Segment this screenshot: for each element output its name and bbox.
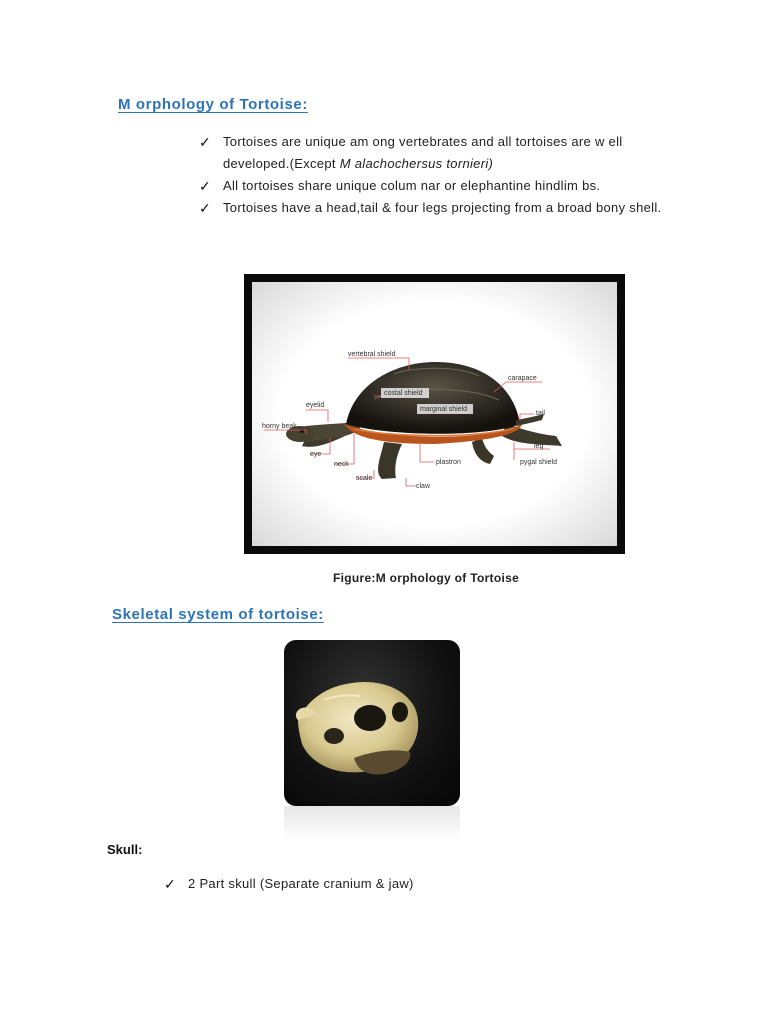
list-item: [199, 197, 661, 219]
bullet-text: Tortoises are unique am ong vertebrates and all tortoises are w ell: [223, 134, 623, 149]
skull-photo-reflection: [284, 806, 460, 842]
skull-orbit: [354, 705, 386, 731]
label-eyelid: eyelid: [306, 402, 325, 409]
section-heading-skeletal: Skeletal system of tortoise:: [112, 606, 324, 623]
label-horny-beak: horny beak: [262, 423, 297, 430]
label-carapace: carapace: [508, 375, 537, 382]
morphology-bullet-list: [199, 131, 661, 219]
tortoise-illustration: [244, 274, 625, 554]
list-item: [199, 175, 661, 197]
label-neck: neck: [334, 461, 349, 468]
section-heading-morphology: M orphology of Tortoise:: [118, 96, 308, 113]
rear-leg: [502, 424, 562, 446]
figure-caption: Figure:M orphology of Tortoise: [332, 571, 520, 585]
label-vertebral-shield: vertebral shield: [348, 351, 396, 358]
list-item: [199, 131, 661, 175]
bullet-text: developed.(Except: [223, 156, 340, 171]
label-leg: leg: [534, 443, 544, 450]
label-plastron: plastron: [436, 459, 461, 466]
tortoise-skull-photo: [284, 640, 460, 806]
bullet-text: All tortoises share unique colum nar or elephantine hindlim bs.: [223, 178, 601, 193]
skull-bullet-list: [164, 873, 414, 895]
checkmark-icon: ✓: [199, 178, 212, 194]
label-scale: scale: [356, 475, 373, 482]
skull-temporal-opening: [324, 728, 344, 744]
checkmark-icon: ✓: [164, 876, 177, 892]
label-eye: eye: [310, 451, 322, 458]
bullet-text: 2 Part skull (Separate cranium & jaw): [188, 876, 414, 891]
list-item: [164, 873, 414, 895]
tortoise-morphology-figure: [244, 274, 625, 554]
skull-opening: [392, 702, 408, 722]
front-leg-lower: [378, 442, 402, 479]
skull-illustration: [284, 640, 460, 806]
label-marginal-shield: marginal shield: [420, 406, 468, 413]
label-tail: tail: [536, 410, 545, 417]
rear-leg-lower: [472, 438, 494, 464]
bullet-text: Tortoises have a head,tail & four legs projecting from a broad bony shell.: [223, 200, 662, 215]
species-name: M alachochersus tornieri): [339, 156, 494, 171]
label-claw: claw: [416, 483, 431, 490]
checkmark-icon: ✓: [199, 134, 212, 150]
label-pygal-shield: pygal shield: [520, 459, 557, 466]
checkmark-icon: ✓: [199, 200, 212, 216]
skull-label: Skull:: [107, 842, 143, 857]
label-costal-shield: costal shield: [384, 390, 423, 397]
